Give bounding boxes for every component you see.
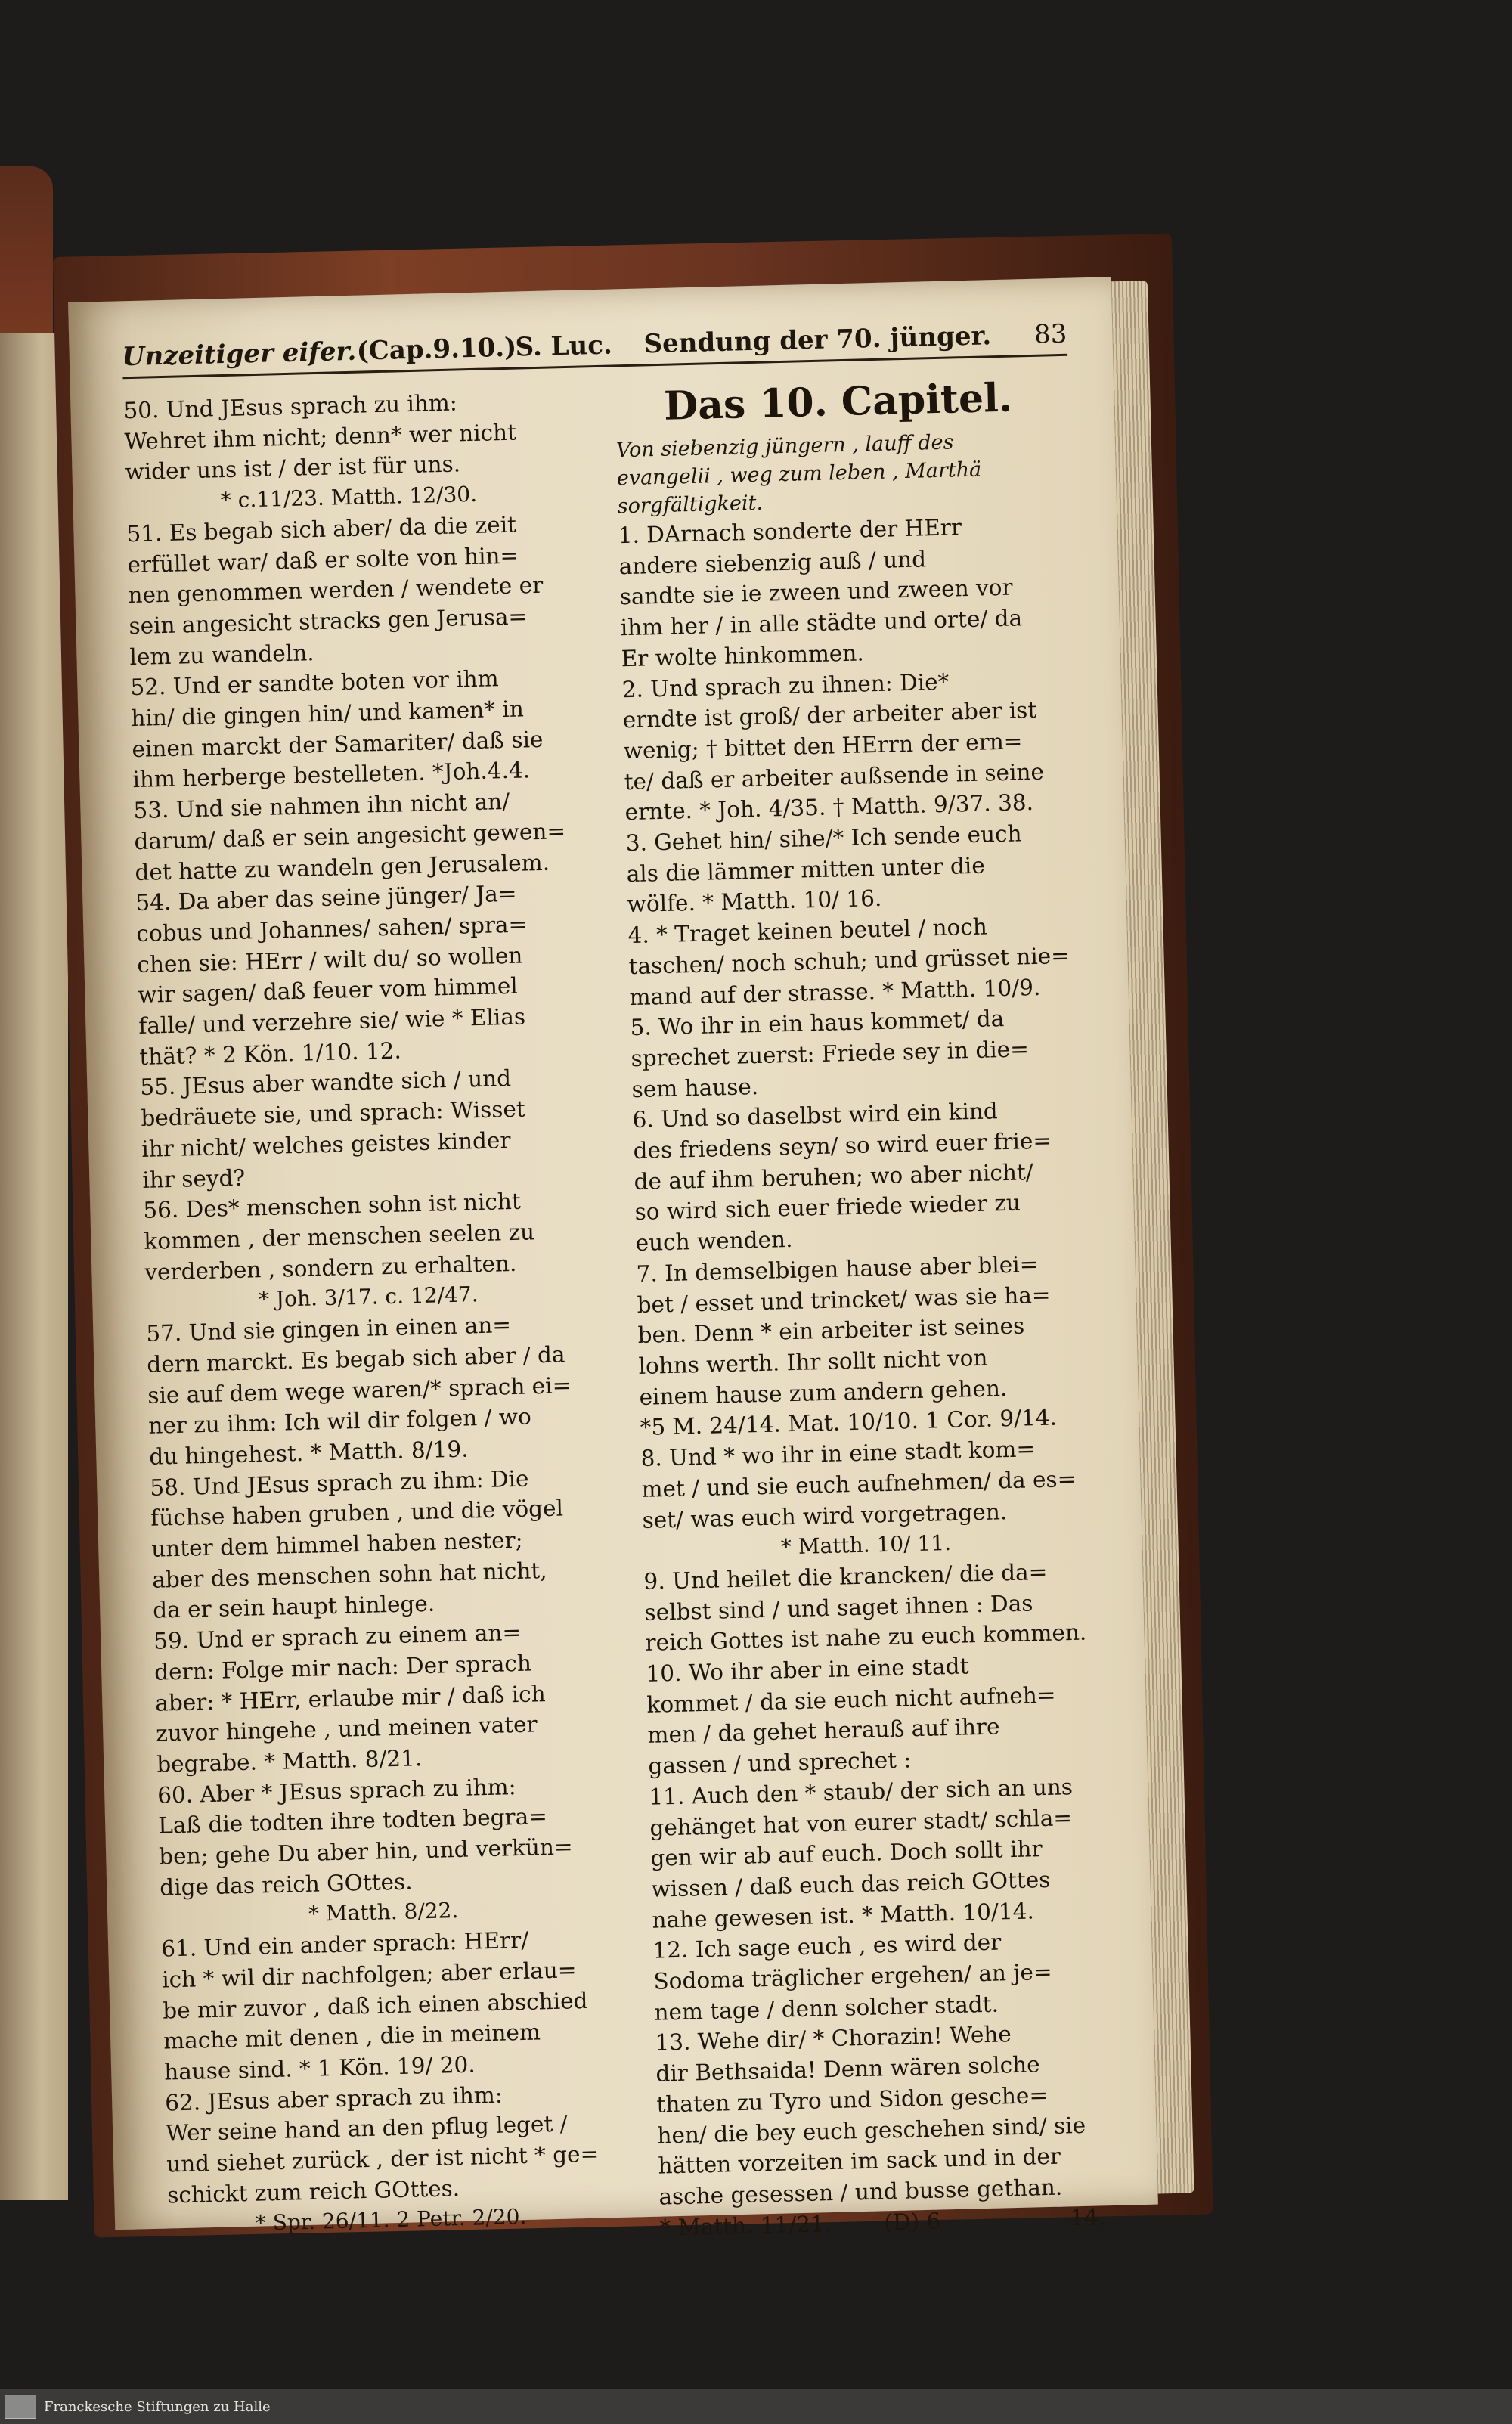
text-line: 58. Und JEsus sprach zu ihm: Die [149,1465,529,1501]
text-line: wölfe. * Matth. 10/ 16. [627,885,882,918]
text-line: Laß die todten ihre todten begra= [157,1803,548,1840]
text-line: 10. Wo ihr aber in eine stadt [646,1653,969,1687]
text-line: taschen/ noch schuh; und grüsset nie= [628,942,1070,979]
text-line: ernte. * Joh. 4/35. † Matth. 9/37. 38. [624,789,1034,826]
text-line: Sodoma träglicher ergehen/ an je= [653,1958,1053,1995]
text-line: zuvor hingehe , und meinen vater [155,1711,538,1747]
text-line: kommen , der menschen seelen zu [143,1219,535,1254]
text-line: 7. In demselbigen hause aber blei= [636,1251,1039,1287]
right-column [615,373,1106,2243]
text-line: wir sagen/ daß feuer vom himmel [138,973,519,1009]
text-line: gehänget hat von eurer stadt/ schla= [649,1804,1073,1841]
text-line: * Matth. 8/22. [308,1898,459,1927]
text-line: Er wolte hinkommen. [621,640,865,672]
summary-line: evangelii , weg zum leben , Marthä [616,457,982,491]
text-line: asche gesessen / und busse gethan. [658,2174,1063,2210]
text-line: Wehret ihm nicht; denn* wer nicht [124,419,517,454]
text-line: hause sind. * 1 Kön. 19/ 20. [163,2051,476,2085]
text-line: sandte sie ie zween und zween vor [619,574,1013,610]
text-line: falle/ und verzehre sie/ wie * Elias [138,1003,526,1040]
text-line: des friedens seyn/ so wird euer frie= [633,1127,1052,1164]
text-line: 53. Und sie nahmen ihn nicht an/ [133,789,510,824]
text-line: gassen / und sprechet : [648,1747,912,1779]
text-line: 51. Es begab sich aber/ da die zeit [126,511,517,547]
text-line: mand auf der strasse. * Matth. 10/9. [629,974,1041,1010]
text-line: wider uns ist / der ist für uns. [125,451,461,485]
text-line: nem tage / denn solcher stadt. [654,1991,999,2026]
text-line: 55. JEsus aber wandte sich / und [139,1065,512,1101]
text-line: sein angesicht stracks gen Jerusa= [129,603,528,640]
page-block [68,277,1158,2241]
catchword: 14. [1069,2203,1106,2231]
text-line: aber: * HErr, erlaube mir / daß ich [154,1680,547,1716]
text-line: 57. Und sie gingen in einen an= [145,1312,512,1347]
footer-text: Franckesche Stiftungen zu Halle [44,2398,271,2415]
text-line: euch wenden. [635,1226,793,1257]
text-line: * c.11/23. Matth. 12/30. [220,481,478,513]
text-line: bet / esset und trincket/ was sie ha= [637,1282,1051,1318]
text-line: ihr seyd? [141,1164,246,1193]
text-line: ben. Denn * ein arbeiter ist seines [637,1313,1025,1349]
text-line: sem hause. [631,1073,759,1102]
text-line: 62. JEsus aber sprach zu ihm: [164,2081,503,2116]
text-line: reich Gottes ist nahe zu euch kommen. [645,1619,1087,1657]
text-line: bedräuete sie, und sprach: Wisset [140,1096,526,1132]
text-line: einen marckt der Samariter/ daß sie [132,726,544,762]
text-line: sprechet zuerst: Friede sey in die= [631,1036,1030,1072]
text-line: de auf ihm beruhen; wo aber nicht/ [634,1158,1034,1195]
text-line: 4. * Traget keinen beutel / noch [627,913,988,949]
last-line-ref: * Matth. 11/21. [659,2210,832,2241]
text-line: begrabe. * Matth. 8/21. [156,1745,423,1778]
text-line: ihm her / in alle städte und orte/ da [620,605,1023,641]
text-line: 52. Und er sandte boten vor ihm [130,665,500,701]
right-column-text [618,510,1105,2212]
page-number: 83 [1033,318,1067,350]
summary-line: Von siebenzig jüngern , lauff des [615,430,954,463]
text-line: sie auf dem wege waren/* sprach ei= [147,1372,572,1409]
text-line: schickt zum reich GOttes. [166,2174,460,2209]
book-page [68,277,1158,2241]
text-line: cobus und Johannes/ sahen/ spra= [136,911,528,947]
text-line: füchse haben gruben , und die vögel [150,1495,564,1532]
text-line: hätten vorzeiten im sack und in der [658,2143,1061,2179]
text-line: dir Bethsaida! Denn wären solche [655,2051,1040,2087]
text-line: ihm herberge bestelleten. *Joh.4.4. [132,757,531,793]
text-line: einem hause zum andern gehen. [639,1375,1008,1410]
text-line: wissen / daß euch das reich GOttes [651,1866,1051,1902]
text-line: * Joh. 3/17. c. 12/47. [258,1282,479,1313]
text-line: 1. DArnach sonderte der HErr [618,514,962,549]
text-line: 13. Wehe dir/ * Chorazin! Wehe [655,2021,1012,2057]
text-line: 61. Und ein ander sprach: HErr/ [160,1926,529,1962]
text-line: aber des menschen sohn hat nicht, [151,1557,548,1593]
signature-mark: (D) 6 [884,2208,941,2236]
text-line: nahe gewesen ist. * Matth. 10/14. [652,1898,1035,1933]
text-line: 11. Auch den * staub/ der sich an uns [649,1773,1074,1810]
text-line: set/ was euch wird vorgetragen. [642,1498,1008,1533]
header-topic: Sendung der 70. jünger. [643,321,992,360]
text-line: kommet / da sie euch nicht aufneh= [646,1682,1056,1718]
header-book: S. Luc. [515,330,613,363]
text-line: unter dem himmel haben nester; [150,1527,523,1562]
text-line: 60. Aber * JEsus sprach zu ihm: [156,1773,516,1809]
text-line: nen genommen werden / wendete er [128,572,544,609]
header-chapter-ref: (Cap.9.10.) [356,332,517,367]
text-line: ner zu ihm: Ich wil dir folgen / wo [147,1403,532,1440]
text-line: * Matth. 10/ 11. [780,1530,952,1560]
text-line: men / da gehet herauß auf ihre [647,1713,1000,1749]
text-line: chen sie: HErr / wilt du/ so wollen [137,942,523,978]
text-line: lem zu wandeln. [129,639,314,670]
text-line: det hatte zu wandeln gen Jerusalem. [135,849,550,885]
chapter-title: Das 10. Capitel. [663,374,1013,429]
text-line: dern: Folge mir nach: Der sprach [153,1650,532,1685]
text-line: *5 M. 24/14. Mat. 10/10. 1 Cor. 9/14. [640,1404,1058,1441]
text-line: hin/ die gingen hin/ und kamen* in [131,696,525,732]
text-line: selbst sind / und saget ihnen : Das [644,1589,1033,1626]
text-line: 59. Und er sprach zu einem an= [153,1620,522,1654]
text-line: als die lämmer mitten unter die [626,852,986,887]
text-line: * Spr. 26/11. 2 Petr. 2/20. [255,2204,527,2236]
previous-page [0,333,68,2200]
text-line: dige das reich GOttes. [159,1868,413,1901]
institution-logo [5,2395,36,2419]
text-line: dern marckt. Es begab sich aber / da [146,1341,565,1378]
text-line: gen wir ab auf euch. Doch sollt ihr [650,1836,1043,1872]
text-line: 54. Da aber das seine jünger/ Ja= [135,880,517,916]
summary-line: sorgfältigkeit. [617,491,764,519]
text-line: 6. Und so daselbst wird ein kind [632,1098,999,1133]
text-line: te/ daß er arbeiter außsende in seine [624,758,1045,795]
running-header [122,308,1067,380]
text-line: ben; gehe Du aber hin, und verkün= [158,1833,574,1870]
text-line: ich * wil dir nachfolgen; aber erlau= [161,1957,577,1993]
text-line: thät? * 2 Kön. 1/10. 12. [138,1037,402,1070]
text-line: thaten zu Tyro und Sidon gesche= [656,2081,1049,2118]
text-line: 56. Des* menschen sohn ist nicht [142,1189,522,1224]
text-line: lohns werth. Ihr sollt nicht von [638,1344,988,1379]
text-line: und siehet zurück , der ist nicht * ge= [166,2140,600,2178]
text-line: darum/ daß er sein angesicht gewen= [134,817,566,854]
text-line: 5. Wo ihr in ein haus kommet/ da [630,1006,1005,1041]
header-left: Unzeitiger eifer. [122,336,357,373]
text-line: 12. Ich sage euch , es wird der [652,1929,1002,1964]
text-line: 8. Und * wo ihr in eine stadt kom= [640,1436,1036,1472]
text-line: wenig; † bittet den HErrn der ern= [623,728,1023,764]
chapter-summary [616,426,1064,520]
text-line: verderben , sondern zu erhalten. [144,1250,517,1285]
text-line: da er sein haupt hinlege. [152,1591,435,1624]
text-line: so wird sich euer friede wieder zu [634,1190,1021,1226]
text-line: 9. Und heilet die krancken/ die da= [643,1558,1048,1595]
footer-bar [0,2389,1512,2424]
text-line: mache mit denen , die in meinem [163,2019,541,2054]
text-line: andere siebenzig auß / und [618,546,927,579]
text-line: 2. Und sprach zu ihnen: Die* [621,668,950,702]
left-column [123,385,614,2242]
text-line: erfüllet war/ daß er solte von hin= [127,542,519,578]
text-line: 3. Gehet hin/ sihe/* Ich sende euch [625,820,1022,857]
text-line: ihr nicht/ welches geistes kinder [141,1127,511,1162]
text-line: 50. Und JEsus sprach zu ihm: [123,389,458,424]
text-line: du hingehest. * Matth. 8/19. [148,1436,469,1470]
text-line: erndte ist groß/ der arbeiter aber ist [622,697,1037,733]
text-line: hen/ die bey euch geschehen sind/ sie [657,2112,1086,2149]
text-line: Wer seine hand an den pflug leget / [165,2110,568,2147]
text-line: met / und sie euch aufnehmen/ da es= [641,1465,1077,1502]
text-line: be mir zuvor , daß ich einen abschied [162,1987,588,2024]
